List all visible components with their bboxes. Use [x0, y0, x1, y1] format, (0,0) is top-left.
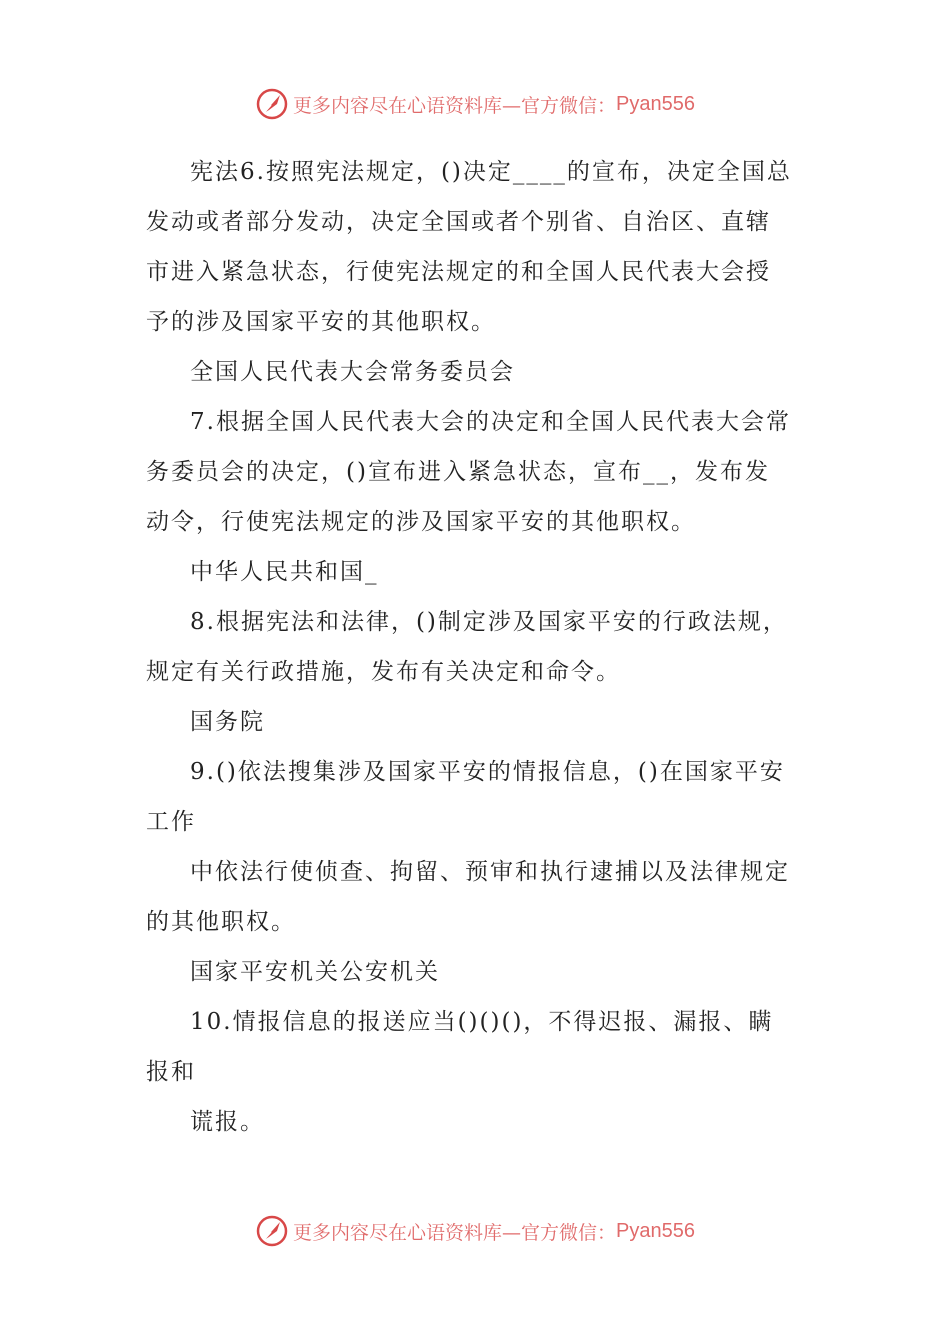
header-banner [0, 84, 950, 124]
answer-line: 国家平安机关公安机关 [190, 959, 440, 985]
text-line: 谎报。 [190, 1109, 265, 1135]
answer-line: 中华人民共和国_ [190, 559, 379, 585]
answer-line: 国务院 [190, 709, 265, 735]
text-line: 的其他职权。 [146, 909, 296, 935]
text-line: 予的涉及国家平安的其他职权。 [146, 309, 496, 335]
footer-banner [0, 1211, 950, 1251]
text-line: 动令，行使宪法规定的涉及国家平安的其他职权。 [146, 509, 696, 535]
text-line: 工作 [146, 809, 196, 835]
text-line: 市进入紧急状态，行使宪法规定的和全国人民代表大会授 [146, 259, 771, 285]
text-line: 宪法6.按照宪法规定，()决定____的宣布，决定全国总 [190, 159, 792, 185]
banner-text: 更多内容尽在心语资料库—官方微信： [293, 94, 617, 117]
text-line: 规定有关行政措施，发布有关决定和命令。 [146, 659, 621, 685]
banner-text: 更多内容尽在心语资料库—官方微信： [293, 1221, 617, 1244]
answer-line: 全国人民代表大会常务委员会 [190, 359, 515, 385]
text-line: 务委员会的决定，()宣布进入紧急状态，宣布__，发布发 [146, 459, 770, 485]
text-line: 8.根据宪法和法律，()制定涉及国家平安的行政法规， [190, 609, 788, 635]
quill-pen-circle-icon [255, 1214, 289, 1248]
text-line: 7.根据全国人民代表大会的决定和全国人民代表大会常 [190, 409, 791, 435]
text-line: 中依法行使侦查、拘留、预审和执行逮捕以及法律规定 [190, 859, 790, 885]
wechat-id: Pyan556 [616, 92, 695, 115]
text-line: 9.()依法搜集涉及国家平安的情报信息，()在国家平安 [190, 759, 785, 785]
quill-pen-circle-icon [255, 87, 289, 121]
text-line: 发动或者部分发动，决定全国或者个别省、自治区、直辖 [146, 209, 771, 235]
text-line: 10.情报信息的报送应当()()()，不得迟报、漏报、瞒 [190, 1009, 774, 1035]
document-body [146, 147, 810, 1147]
wechat-id: Pyan556 [616, 1219, 695, 1242]
text-line: 报和 [146, 1059, 196, 1085]
